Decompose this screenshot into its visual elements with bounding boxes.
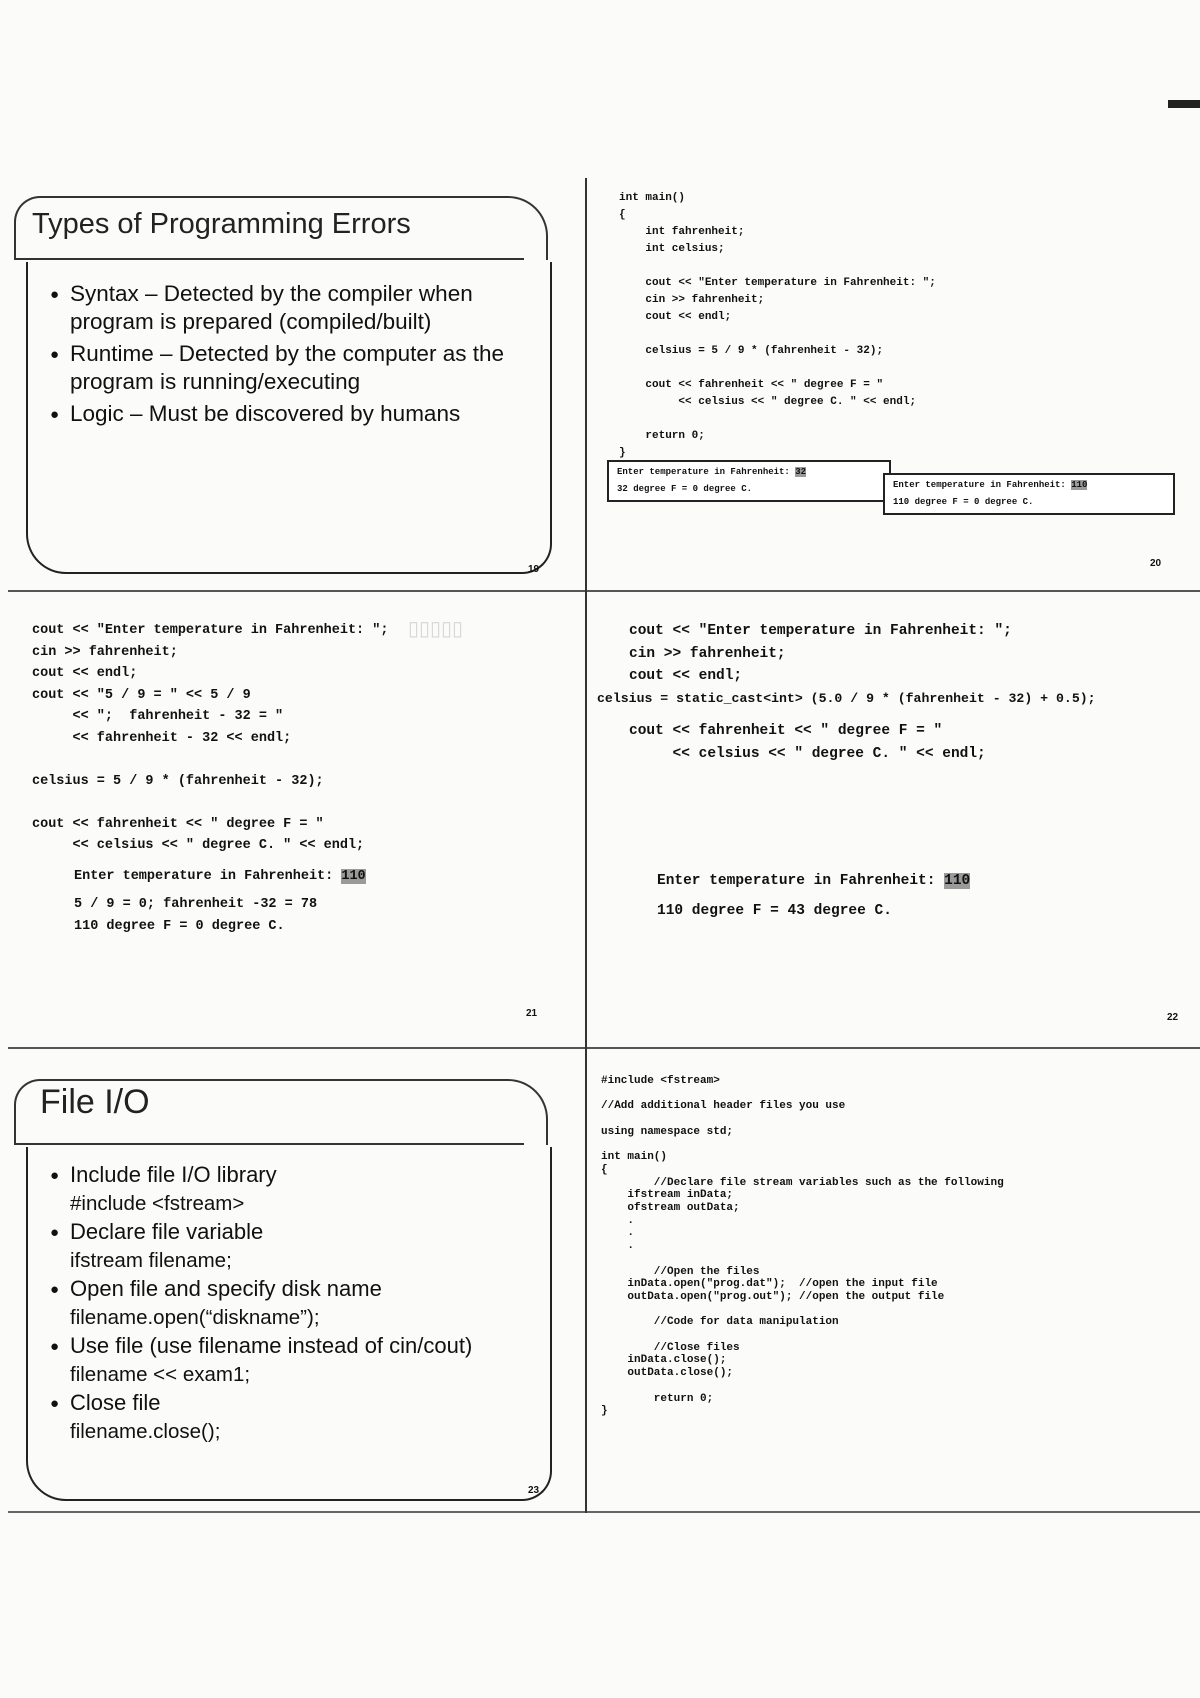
output-prompt: Enter temperature in Fahrenheit:: [74, 869, 342, 884]
handout-sheet: [8, 178, 1200, 1513]
output-input: 110: [944, 873, 971, 889]
cell-divider: [8, 1047, 1200, 1049]
bullet-item: [50, 1218, 550, 1275]
slide-debug-output: [8, 592, 585, 1047]
output-input: 110: [341, 869, 366, 884]
bullet-text: Syntax – Detected by the compiler when program is prepared (compiled/built): [70, 281, 473, 334]
slide-file-io: [8, 1049, 585, 1511]
slide-temperature-program: [587, 178, 1200, 590]
bullet-item: [50, 340, 550, 396]
output-lines: 5 / 9 = 0; fahrenheit -32 = 78 110 degree F = 0 degree C.: [74, 897, 318, 934]
bullet-code: ifstream filename;: [70, 1248, 232, 1272]
slide-number: 22: [1167, 1012, 1179, 1023]
slide-number: 23: [528, 1485, 540, 1496]
slide-title-rule: [14, 1143, 524, 1145]
bullet-item: [50, 280, 550, 336]
slide-number: 20: [1150, 558, 1162, 569]
bullet-text: Runtime – Detected by the computer as the program is running/executing: [70, 341, 504, 394]
bullet-code: #include <fstream>: [70, 1191, 245, 1215]
bullet-text: Close file: [70, 1390, 161, 1415]
output-result: 32 degree F = 0 degree C.: [617, 484, 753, 494]
code-listing-bottom: cout << fahrenheit << " degree F = " << celsius << " degree C. " << endl;: [629, 723, 986, 762]
program-output: [657, 870, 970, 893]
output-result: 110 degree F = 0 degree C.: [893, 497, 1034, 507]
bullet-text: Declare file variable: [70, 1219, 264, 1244]
code-listing-top: cout << "Enter temperature in Fahrenheit: "; cin >> fahrenheit; cout << endl;: [629, 623, 1012, 684]
slide-file-io-template: [587, 1049, 1200, 1511]
bleed-through-text: ▯▯▯▯▯: [408, 618, 464, 640]
program-output: [74, 866, 366, 888]
slide-number: 19: [528, 564, 540, 575]
bullet-text: Open file and specify disk name: [70, 1276, 382, 1301]
bullet-code: filename.open(“diskname”);: [70, 1305, 320, 1329]
bullet-text: Use file (use filename instead of cin/cout): [70, 1333, 473, 1358]
output-prompt: Enter temperature in Fahrenheit:: [657, 873, 945, 889]
output-prompt: Enter temperature in Fahrenheit:: [893, 480, 1072, 490]
slide-title: File I/O: [40, 1083, 150, 1121]
column-divider: [585, 178, 587, 1513]
bullet-item: [50, 1161, 550, 1218]
bullet-code: filename << exam1;: [70, 1362, 251, 1386]
bullet-item: [50, 1275, 550, 1332]
cell-divider: [8, 590, 1200, 592]
slide-types-of-errors: [8, 178, 585, 590]
slide-static-cast-fix: [587, 592, 1200, 1047]
slide-title: Types of Programming Errors: [32, 208, 411, 240]
sheet-bottom-line: [8, 1511, 1200, 1513]
bullet-list: [50, 280, 550, 432]
bullet-item: [50, 400, 550, 428]
slide-number: 21: [526, 1008, 538, 1019]
code-listing: int main() { int fahrenheit; int celsius; cout << "Enter temperature in Fahrenheit: "; cin >> fahrenheit; cout << endl; celsius = 5 / 9 * (fahrenheit - 32); cout << fahrenheit << " degree F = " << celsius << " degree C. " << endl; return 0; }: [619, 192, 936, 459]
bullet-text: Include file I/O library: [70, 1162, 277, 1187]
output-box-110: [883, 473, 1175, 515]
binder-edge-mark: [1168, 100, 1200, 108]
slide-title-rule: [14, 258, 524, 260]
output-prompt: Enter temperature in Fahrenheit:: [617, 467, 796, 477]
bullet-item: [50, 1389, 550, 1446]
code-listing: cout << "Enter temperature in Fahrenheit: "; cin >> fahrenheit; cout << endl; cout << "5 / 9 = " << 5 / 9 << "; fahrenheit - 32 = " << fahrenheit - 32 << endl; celsius = 5 / 9 * (fahrenheit - 32); cout << fahrenheit << " degree F = " << celsius << " degree C. " << endl;: [32, 623, 389, 853]
code-listing-cast: celsius = static_cast<int> (5.0 / 9 * (fahrenheit - 32) + 0.5);: [597, 691, 1096, 706]
output-box-32: [607, 460, 891, 502]
bullet-list: [50, 1161, 550, 1446]
output-result: 110 degree F = 43 degree C.: [657, 903, 892, 919]
bullet-item: [50, 1332, 550, 1389]
output-input: 110: [1071, 480, 1088, 490]
bullet-code: filename.close();: [70, 1419, 221, 1443]
bullet-text: Logic – Must be discovered by humans: [70, 401, 461, 426]
output-input: 32: [795, 467, 807, 477]
code-listing: #include <fstream> //Add additional header files you use using namespace std; int main() { //Declare file stream variables such as the following ifstream inData; ofstream outData; . . . //Open the files inData.open("prog.dat"); //open the input file outData.open("prog.out"); //open the output file //Code for data manipulation //Close files inData.close(); outData.close(); return 0; }: [601, 1075, 1004, 1418]
